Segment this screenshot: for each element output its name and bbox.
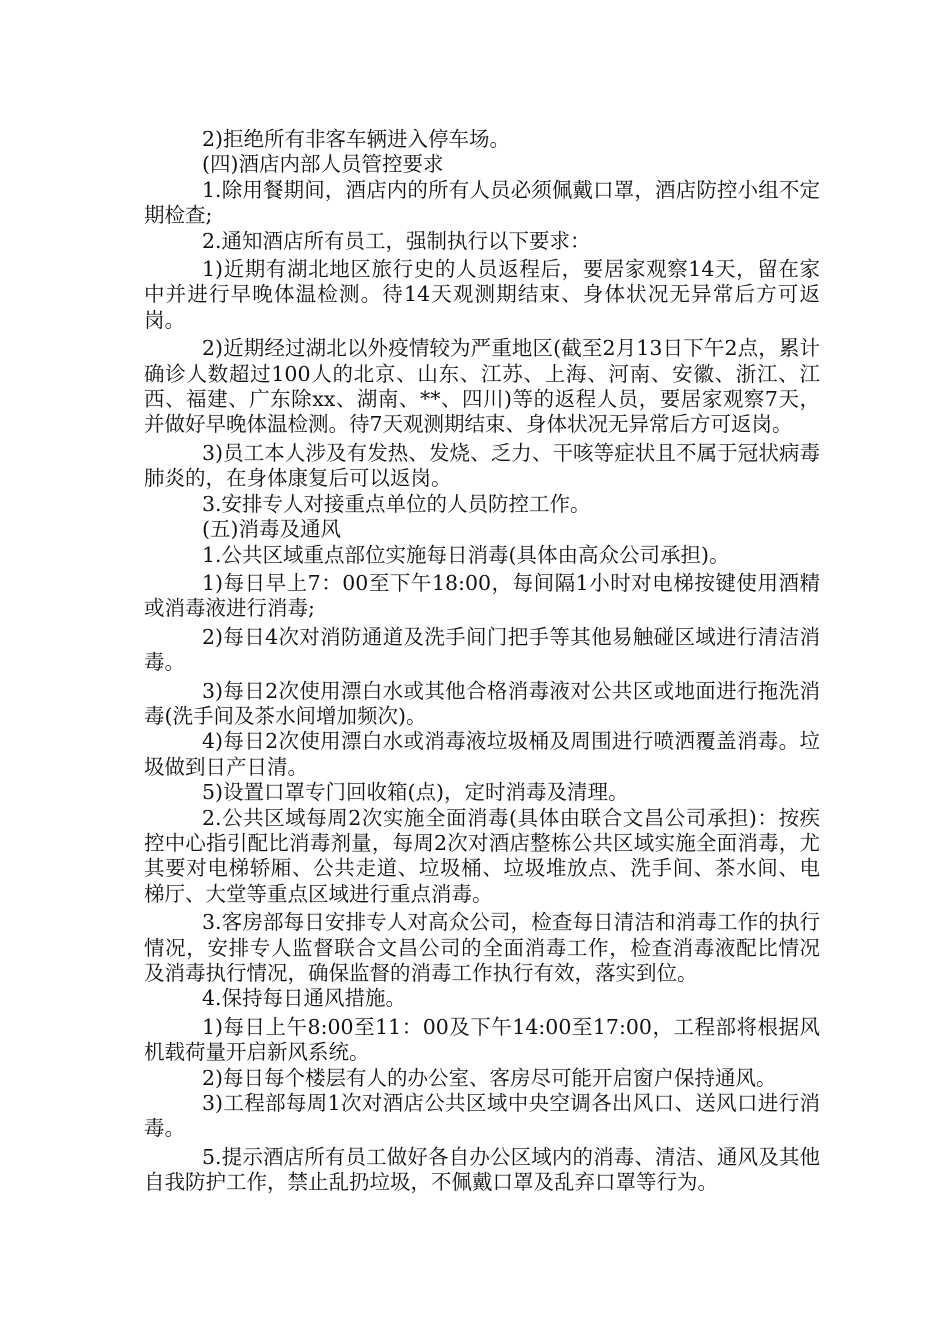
paragraph: 5.提示酒店所有员工做好各自办公区域内的消毒、清洁、通风及其他自我防护工作，禁止乱扔垃圾，不佩戴口罩及乱弃口罩等行为。 — [144, 1144, 820, 1195]
paragraph: 5)设置口罩专门回收箱(点)，定时消毒及清理。 — [202, 780, 629, 805]
section-heading: (五)消毒及通风 — [202, 517, 341, 542]
paragraph: 1)每日早上7：00至下午18:00，每间隔1小时对电梯按键使用酒精或消毒液进行消毒; — [144, 570, 820, 621]
paragraph: 3)员工本人涉及有发热、发烧、乏力、干咳等症状且不属于冠状病毒肺炎的，在身体康复后可以返岗。 — [144, 440, 820, 491]
paragraph: 1)每日上午8:00至11：00及下午14:00至17:00，工程部将根据风机载荷量开启新风系统。 — [144, 1014, 820, 1065]
paragraph: 3)工程部每周1次对酒店公共区域中央空调各出风口、送风口进行消毒。 — [144, 1091, 820, 1141]
paragraph: 2)每日4次对消防通道及洗手间门把手等其他易触碰区域进行清洁消毒。 — [144, 624, 820, 675]
paragraph: 3)每日2次使用漂白水或其他合格消毒液对公共区或地面进行拖洗消毒(洗手间及茶水间增加频次)。 — [144, 678, 820, 728]
paragraph: 3.客房部每日安排专人对高众公司，检查每日清洁和消毒工作的执行情况，安排专人监督联合文昌公司的全面消毒工作，检查消毒液配比情况及消毒执行情况，确保监督的消毒工作执行有效，落实到位。 — [144, 910, 820, 985]
paragraph: 1.除用餐期间，酒店内的所有人员必须佩戴口罩，酒店防控小组不定期检查; — [144, 177, 820, 228]
document-body — [144, 127, 820, 1196]
section-heading: (四)酒店内部人员管控要求 — [202, 152, 444, 177]
paragraph: 4)每日2次使用漂白水或消毒液垃圾桶及周围进行喷洒覆盖消毒。垃圾做到日产日清。 — [144, 729, 820, 779]
paragraph: 2)拒绝所有非客车辆进入停车场。 — [202, 127, 511, 151]
paragraph: 2)近期经过湖北以外疫情较为严重地区(截至2月13日下午2点，累计确诊人数超过100人的北京、山东、江苏、上海、河南、安徽、浙江、江西、福建、广东除xx、湖南、**、四川)等的返程人员，要居家观察7天，并做好早晚体温检测。待7天观测期结束、身体状况无异常后方可返岗。 — [144, 336, 820, 437]
paragraph: 2.通知酒店所有员工，强制执行以下要求： — [202, 228, 591, 253]
paragraph: 4.保持每日通风措施。 — [202, 986, 407, 1011]
paragraph: 3.安排专人对接重点单位的人员防控工作。 — [202, 491, 591, 516]
paragraph: 1)近期有湖北地区旅行史的人员返程后，要居家观察14天，留在家中并进行早晚体温检测。待14天观测期结束、身体状况无异常后方可返岗。 — [144, 257, 820, 332]
paragraph: 2.公共区域每周2次实施全面消毒(具体由联合文昌公司承担)：按疾控中心指引配比消毒剂量，每周2次对酒店整栋公共区域实施全面消毒，尤其要对电梯轿厢、公共走道、垃圾桶、垃圾堆放点、洗手间、茶水间、电梯厅、大堂等重点区域进行重点消毒。 — [144, 805, 820, 906]
paragraph: 2)每日每个楼层有人的办公室、客房尽可能开启窗户保持通风。 — [202, 1065, 777, 1090]
paragraph: 1.公共区域重点部位实施每日消毒(具体由高众公司承担)。 — [202, 542, 730, 567]
